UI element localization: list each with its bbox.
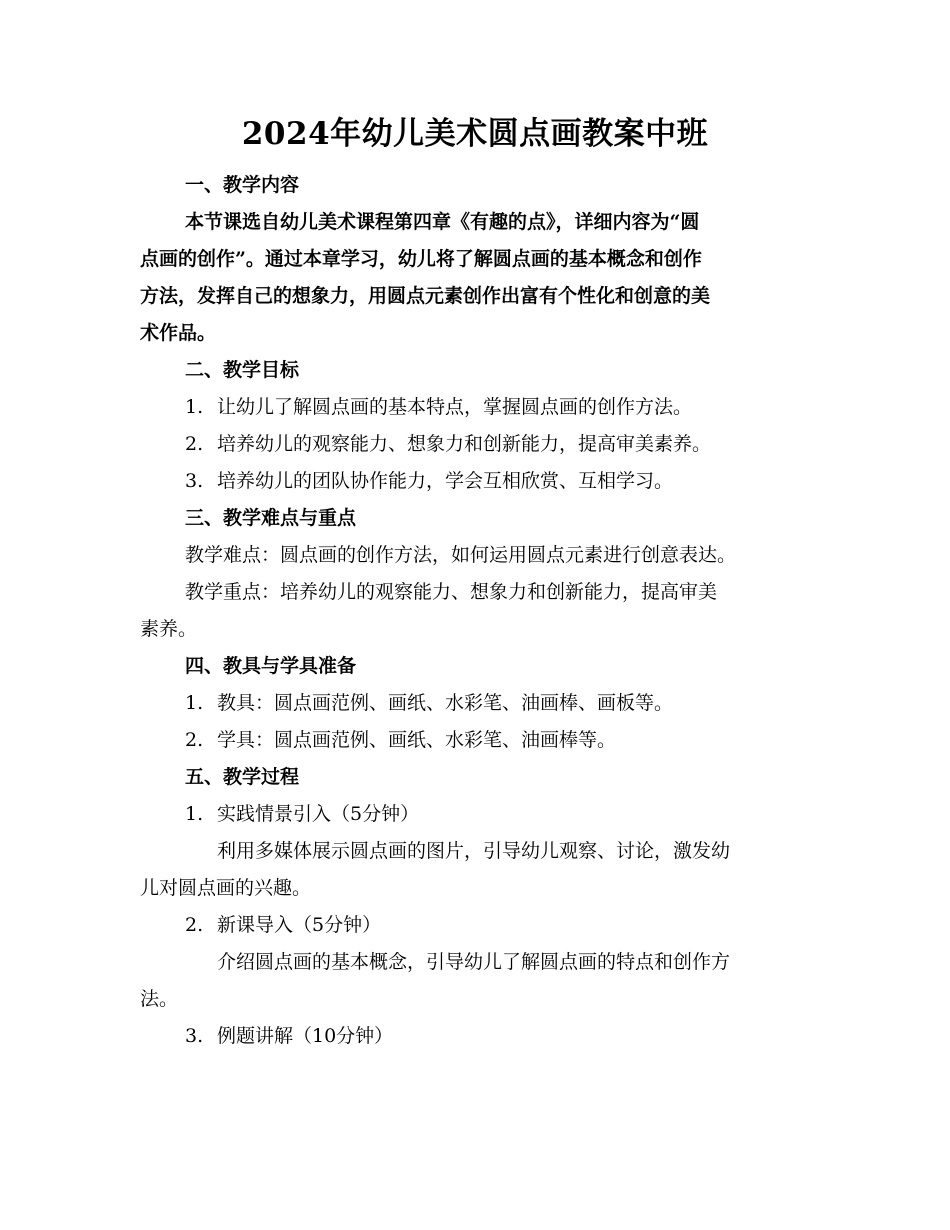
list-text: 培养幼儿的观察能力、想象力和创新能力，提高审美素养。 bbox=[217, 433, 712, 455]
list-text: 例题讲解（10分钟） bbox=[217, 1025, 394, 1047]
key-point-line: 教学重点：培养幼儿的观察能力、想象力和创新能力，提高审美 bbox=[185, 581, 718, 603]
list-text: 培养幼儿的团队协作能力，学会互相欣赏、互相学习。 bbox=[217, 470, 674, 492]
objective-item bbox=[140, 389, 805, 426]
section-heading-materials: 四、教具与学具准备 bbox=[185, 655, 357, 677]
list-number: 1. bbox=[185, 803, 204, 825]
section-heading-difficulty: 三、教学难点与重点 bbox=[185, 507, 357, 529]
process-step-title bbox=[140, 907, 805, 944]
section-heading-objectives: 二、教学目标 bbox=[185, 359, 300, 381]
section1-paragraph-line: 术作品。 bbox=[140, 322, 217, 344]
process-step-line: 利用多媒体展示圆点画的图片，引导幼儿观察、讨论，激发幼 bbox=[217, 840, 731, 862]
objective-item bbox=[140, 426, 805, 463]
process-step-title bbox=[140, 796, 805, 833]
list-number: 3. bbox=[185, 1025, 204, 1047]
material-item bbox=[140, 722, 805, 759]
list-text: 让幼儿了解圆点画的基本特点，掌握圆点画的创作方法。 bbox=[217, 396, 693, 418]
list-number: 2. bbox=[185, 433, 204, 455]
material-item bbox=[140, 685, 805, 722]
key-point-line: 素养。 bbox=[140, 618, 198, 640]
list-text: 新课导入（5分钟） bbox=[217, 914, 382, 936]
list-number: 1. bbox=[185, 396, 204, 418]
list-number: 2. bbox=[185, 914, 204, 936]
list-number: 3. bbox=[185, 470, 204, 492]
section1-paragraph-line: 点画的创作”。通过本章学习，幼儿将了解圆点画的基本概念和创作 bbox=[140, 248, 702, 270]
document-body bbox=[140, 167, 805, 1055]
process-step-line: 儿对圆点画的兴趣。 bbox=[140, 877, 312, 899]
section-heading-process: 五、教学过程 bbox=[185, 766, 300, 788]
section-heading-content: 一、教学内容 bbox=[185, 174, 300, 196]
difficulty-line: 教学难点：圆点画的创作方法，如何运用圆点元素进行创意表达。 bbox=[185, 544, 737, 566]
list-text: 教具：圆点画范例、画纸、水彩笔、油画棒、画板等。 bbox=[217, 692, 674, 714]
section1-paragraph-line: 本节课选自幼儿美术课程第四章《有趣的点》，详细内容为“圆 bbox=[185, 211, 700, 233]
list-text: 学具：圆点画范例、画纸、水彩笔、油画棒等。 bbox=[217, 729, 617, 751]
section1-paragraph-line: 方法，发挥自己的想象力，用圆点元素创作出富有个性化和创意的美 bbox=[140, 285, 711, 307]
list-number: 2. bbox=[185, 729, 204, 751]
process-step-title bbox=[140, 1018, 805, 1055]
process-step-line: 介绍圆点画的基本概念，引导幼儿了解圆点画的特点和创作方 bbox=[217, 951, 731, 973]
document-title: 2024年幼儿美术圆点画教案中班 bbox=[241, 116, 709, 152]
process-step-line: 法。 bbox=[140, 988, 179, 1010]
list-text: 实践情景引入（5分钟） bbox=[217, 803, 420, 825]
list-number: 1. bbox=[185, 692, 204, 714]
objective-item bbox=[140, 463, 805, 500]
